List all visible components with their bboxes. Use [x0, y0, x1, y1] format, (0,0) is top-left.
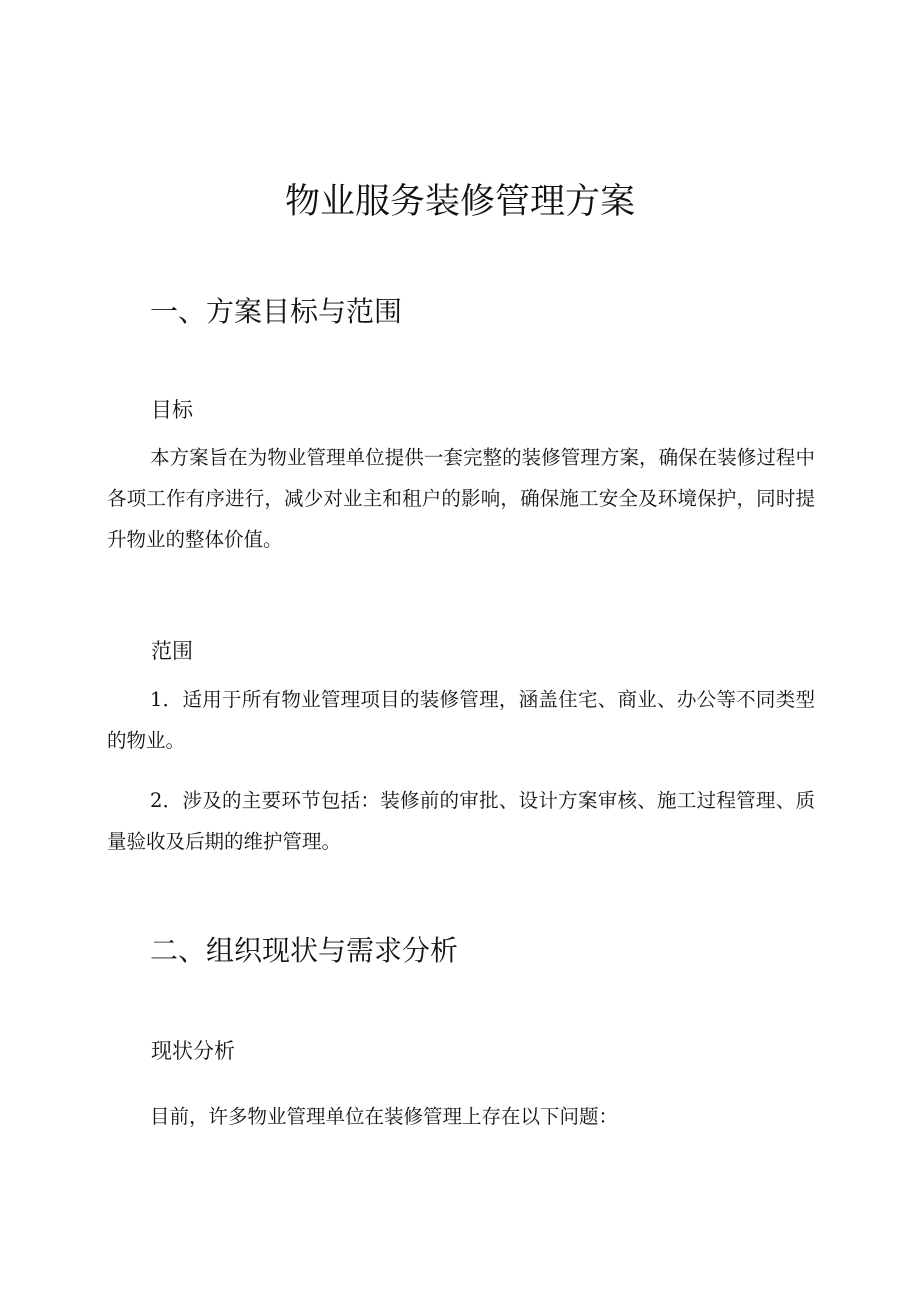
status-heading: 现状分析	[151, 1039, 235, 1063]
document-title: 物业服务装修管理方案	[284, 182, 635, 222]
status-paragraph: 目前，许多物业管理单位在装修管理上存在以下问题：	[150, 1105, 619, 1128]
scope-item-1: 1．适用于所有物业管理项目的装修管理，涵盖住宅、商业、办公等不同类型的物业。	[107, 688, 815, 752]
section-2-heading: 二、组织现状与需求分析	[150, 934, 459, 967]
goal-paragraph: 本方案旨在为物业管理单位提供一套完整的装修管理方案，确保在装修过程中各项工作有序进行，减少对业主和租户的影响，确保施工安全及环境保护，同时提升物业的整体价值。	[107, 446, 815, 551]
goal-heading: 目标	[151, 398, 193, 422]
scope-heading: 范围	[151, 639, 193, 663]
scope-item-2: 2．涉及的主要环节包括：装修前的审批、设计方案审核、施工过程管理、质量验收及后期的维护管理。	[107, 789, 815, 853]
section-1-heading: 一、方案目标与范围	[150, 295, 403, 328]
